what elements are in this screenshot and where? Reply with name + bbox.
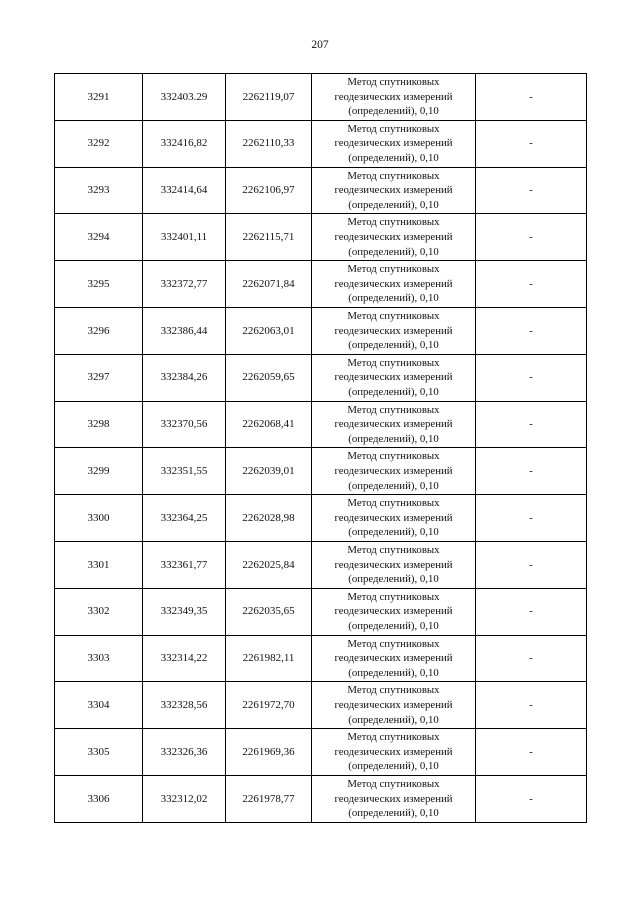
table-row <box>55 541 587 588</box>
x-coordinate-cell: 332364,25 <box>143 495 226 542</box>
x-coordinate-cell: 332328,56 <box>143 682 226 729</box>
x-coordinate-cell: 332370,56 <box>143 401 226 448</box>
method-line: геодезических измерений <box>334 558 453 571</box>
method-cell <box>312 401 476 448</box>
method-cell <box>312 74 476 121</box>
y-coordinate-cell: 2261982,11 <box>226 635 312 682</box>
method-cell <box>312 682 476 729</box>
method-line: (определений), 0,10 <box>348 619 439 632</box>
y-coordinate-cell: 2262110,33 <box>226 120 312 167</box>
method-line: (определений), 0,10 <box>348 479 439 492</box>
method-line: Метод спутниковых <box>347 263 440 276</box>
table-row <box>55 729 587 776</box>
method-line: (определений), 0,10 <box>348 807 439 820</box>
point-number-cell: 3302 <box>55 588 143 635</box>
method-line: Метод спутниковых <box>347 216 440 229</box>
point-number-cell: 3306 <box>55 775 143 822</box>
y-coordinate-cell: 2262028,98 <box>226 495 312 542</box>
method-cell <box>312 775 476 822</box>
method-line: геодезических измерений <box>334 605 453 618</box>
x-coordinate-cell: 332349,35 <box>143 588 226 635</box>
method-line: геодезических измерений <box>334 418 453 431</box>
method-line: (определений), 0,10 <box>348 526 439 539</box>
method-line: геодезических измерений <box>334 324 453 337</box>
method-line: (определений), 0,10 <box>348 573 439 586</box>
y-coordinate-cell: 2261978,77 <box>226 775 312 822</box>
method-line: (определений), 0,10 <box>348 339 439 352</box>
method-cell <box>312 448 476 495</box>
method-cell <box>312 635 476 682</box>
method-line: Метод спутниковых <box>347 590 440 603</box>
note-cell: - <box>476 495 587 542</box>
point-number-cell: 3300 <box>55 495 143 542</box>
x-coordinate-cell: 332401,11 <box>143 214 226 261</box>
method-line: Метод спутниковых <box>347 76 440 88</box>
note-cell: - <box>476 448 587 495</box>
y-coordinate-cell: 2262025,84 <box>226 541 312 588</box>
method-line: геодезических измерений <box>334 137 453 150</box>
x-coordinate-cell: 332386,44 <box>143 307 226 354</box>
method-line: Метод спутниковых <box>347 122 440 135</box>
method-cell <box>312 120 476 167</box>
y-coordinate-cell: 2262119,07 <box>226 74 312 121</box>
x-coordinate-cell: 332403.29 <box>143 74 226 121</box>
method-line: Метод спутниковых <box>347 497 440 510</box>
method-line: Метод спутниковых <box>347 543 440 556</box>
note-cell: - <box>476 74 587 121</box>
point-number-cell: 3293 <box>55 167 143 214</box>
method-line: (определений), 0,10 <box>348 245 439 258</box>
table-row <box>55 588 587 635</box>
note-cell: - <box>476 261 587 308</box>
table-row <box>55 167 587 214</box>
y-coordinate-cell: 2262059,65 <box>226 354 312 401</box>
method-line: (определений), 0,10 <box>348 666 439 679</box>
table-row <box>55 307 587 354</box>
method-line: геодезических измерений <box>334 792 453 805</box>
note-cell: - <box>476 354 587 401</box>
y-coordinate-cell: 2262039,01 <box>226 448 312 495</box>
method-cell <box>312 354 476 401</box>
note-cell: - <box>476 214 587 261</box>
note-cell: - <box>476 682 587 729</box>
method-line: геодезических измерений <box>334 277 453 290</box>
method-cell <box>312 214 476 261</box>
method-line: геодезических измерений <box>334 652 453 665</box>
method-line: геодезических измерений <box>334 230 453 243</box>
note-cell: - <box>476 167 587 214</box>
method-line: геодезических измерений <box>334 745 453 758</box>
point-number-cell: 3292 <box>55 120 143 167</box>
y-coordinate-cell: 2262063,01 <box>226 307 312 354</box>
point-number-cell: 3295 <box>55 261 143 308</box>
table-row <box>55 448 587 495</box>
y-coordinate-cell: 2262115,71 <box>226 214 312 261</box>
y-coordinate-cell: 2261969,36 <box>226 729 312 776</box>
table-row <box>55 354 587 401</box>
method-line: Метод спутниковых <box>347 450 440 463</box>
y-coordinate-cell: 2262035,65 <box>226 588 312 635</box>
method-line: геодезических измерений <box>334 184 453 197</box>
method-line: геодезических измерений <box>334 511 453 524</box>
method-cell <box>312 261 476 308</box>
page-number: 207 <box>311 39 329 51</box>
method-line: Метод спутниковых <box>347 637 440 650</box>
method-line: (определений), 0,10 <box>348 713 439 726</box>
y-coordinate-cell: 2262071,84 <box>226 261 312 308</box>
point-number-cell: 3303 <box>55 635 143 682</box>
x-coordinate-cell: 332361,77 <box>143 541 226 588</box>
y-coordinate-cell: 2262106,97 <box>226 167 312 214</box>
method-cell <box>312 729 476 776</box>
method-line: геодезических измерений <box>334 464 453 477</box>
method-line: (определений), 0,10 <box>348 198 439 211</box>
method-line: Метод спутниковых <box>347 169 440 182</box>
method-line: геодезических измерений <box>334 698 453 711</box>
method-line: (определений), 0,10 <box>348 385 439 398</box>
point-number-cell: 3291 <box>55 74 143 121</box>
method-line: Метод спутниковых <box>347 684 440 697</box>
method-cell <box>312 541 476 588</box>
method-cell <box>312 495 476 542</box>
point-number-cell: 3301 <box>55 541 143 588</box>
x-coordinate-cell: 332414,64 <box>143 167 226 214</box>
point-number-cell: 3305 <box>55 729 143 776</box>
method-line: Метод спутниковых <box>347 731 440 744</box>
point-number-cell: 3304 <box>55 682 143 729</box>
table-row <box>55 401 587 448</box>
table-row <box>55 214 587 261</box>
point-number-cell: 3298 <box>55 401 143 448</box>
table-row <box>55 261 587 308</box>
method-line: Метод спутниковых <box>347 356 440 369</box>
note-cell: - <box>476 635 587 682</box>
method-cell <box>312 588 476 635</box>
method-line: (определений), 0,10 <box>348 151 439 164</box>
table-row <box>55 120 587 167</box>
x-coordinate-cell: 332384,26 <box>143 354 226 401</box>
coordinates-table <box>54 73 587 823</box>
note-cell: - <box>476 307 587 354</box>
point-number-cell: 3296 <box>55 307 143 354</box>
method-cell <box>312 307 476 354</box>
table-row <box>55 635 587 682</box>
y-coordinate-cell: 2261972,70 <box>226 682 312 729</box>
method-line: геодезических измерений <box>334 90 453 103</box>
method-line: Метод спутниковых <box>347 777 440 790</box>
method-line: (определений), 0,10 <box>348 760 439 773</box>
method-line: Метод спутниковых <box>347 309 440 322</box>
note-cell: - <box>476 541 587 588</box>
table-body <box>55 74 587 823</box>
x-coordinate-cell: 332312,02 <box>143 775 226 822</box>
x-coordinate-cell: 332326,36 <box>143 729 226 776</box>
note-cell: - <box>476 120 587 167</box>
x-coordinate-cell: 332314,22 <box>143 635 226 682</box>
method-line: (определений), 0,10 <box>348 432 439 445</box>
method-line: (определений), 0,10 <box>348 292 439 305</box>
table-row <box>55 74 587 121</box>
table-row <box>55 775 587 822</box>
note-cell: - <box>476 588 587 635</box>
point-number-cell: 3299 <box>55 448 143 495</box>
x-coordinate-cell: 332416,82 <box>143 120 226 167</box>
table-row <box>55 682 587 729</box>
method-line: геодезических измерений <box>334 371 453 384</box>
point-number-cell: 3297 <box>55 354 143 401</box>
x-coordinate-cell: 332351,55 <box>143 448 226 495</box>
x-coordinate-cell: 332372,77 <box>143 261 226 308</box>
method-line: (определений), 0,10 <box>348 105 439 118</box>
table-row <box>55 495 587 542</box>
method-cell <box>312 167 476 214</box>
method-line: Метод спутниковых <box>347 403 440 416</box>
y-coordinate-cell: 2262068,41 <box>226 401 312 448</box>
note-cell: - <box>476 401 587 448</box>
point-number-cell: 3294 <box>55 214 143 261</box>
note-cell: - <box>476 729 587 776</box>
note-cell: - <box>476 775 587 822</box>
